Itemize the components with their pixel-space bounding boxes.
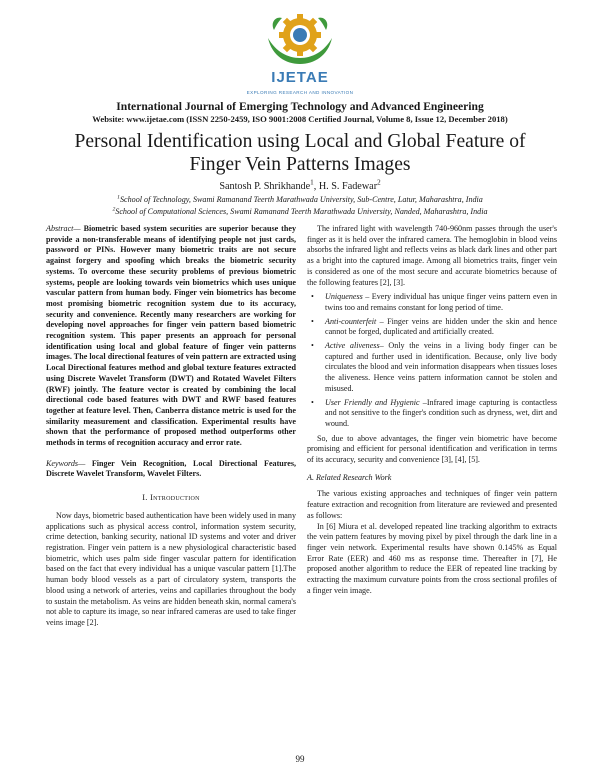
list-item-term: Active aliveness <box>325 341 380 351</box>
logo-wordmark: IJETAE <box>271 69 329 86</box>
abstract-text: Biometric based system securities are superior because they provide a non-transferable means of identifying people not just cards, password or PINs. However many biometric traits are not secure against forgery and spoofing which breaks the biometric security systems. To overcome these security problems of previous biometric systems, people are looking towards vein biometrics which uses unique vascular pattern from human body. Finger vein biometrics has become most promising biometric recognition system due to its accuracy, security and convenience. Recently many researchers are working for developing novel approaches for finger vein pattern based biometric recognition system. This paper presents an approach for personal identification using local and global feature of finger vein patterns images. The local directional features of vein pattern are extracted using Local Directional features method and global texture features extracted using Discrete Wavelet Transform (DWT) and Rotated Wavelet Filters (RWF) jointly. The feature vector is created by combining the local directional code based features with DWT and RWF based features together at feature level. Then, Canberra distance metric is used for the similarity measurement and classification. Experimental results have shown that the performance of proposed method outperforms other methods in terms of recognition accuracy and error rate. <box>46 224 296 448</box>
title-line-2: Finger Vein Patterns Images <box>189 154 411 175</box>
affiliation-2 <box>0 207 600 216</box>
logo-tagline: EXPLORING RESEARCH AND INNOVATION <box>246 90 354 95</box>
page-number: 99 <box>295 754 305 764</box>
list-item-text: – Finger veins are hidden under the skin and hence cannot be forged, duplicated and artificially created. <box>325 316 557 337</box>
list-item-term: Anti-counterfeit <box>325 316 377 326</box>
list-item-text: – Only the veins in a living body finger can be captured and further used in identification. Because, only live body circulates the blood and vein information disappears when tissues loses the aliveness. Hence veins pattern information cannot be stolen and misused. <box>325 341 557 393</box>
author-affiliation-mark: 2 <box>377 178 381 187</box>
list-item <box>307 292 557 313</box>
paragraph: The various existing approaches and techniques of finger vein pattern feature extraction and recognition from literature are reviewed and presented as follows: <box>307 489 557 520</box>
list-item <box>307 398 557 430</box>
affiliation-mark: 1 <box>117 194 120 201</box>
bullet-icon: • <box>311 292 314 302</box>
section-numeral: I. <box>142 493 151 503</box>
right-column <box>307 224 557 597</box>
list-item-text: – Every individual has unique finger veins pattern even in twins too and remains constant for long period of time. <box>325 292 557 312</box>
gear-emblem-icon <box>268 14 332 64</box>
bullet-icon: • <box>311 397 314 407</box>
section-title: Introduction <box>150 493 200 503</box>
abstract-label: Abstract— <box>46 224 81 233</box>
left-column <box>46 224 296 629</box>
title-line-1: Personal Identification using Local and Global Feature of <box>74 131 526 152</box>
subsection-heading: A. Related Research Work <box>307 472 392 482</box>
list-item-text: –Infrared image capturing is contactless and not sensitive to the finger's condition such as dryness, wet, dirt and wound. <box>325 397 557 428</box>
affiliation-text: School of Computational Sciences, Swami Ramanand Teerth Marathwada University, Nanded, Maharashtra, India <box>115 207 488 216</box>
feature-list <box>307 292 557 429</box>
affiliation-text: School of Technology, Swami Ramanand Teerth Marathwada University, Sub-Centre, Latur, Maharashtra, India <box>119 195 483 204</box>
abstract <box>46 224 296 449</box>
keywords-label: Keywords— <box>46 458 86 468</box>
author-affiliation-mark: 1 <box>310 178 314 187</box>
keywords <box>46 459 296 480</box>
section-heading-introduction <box>46 493 296 504</box>
author-list <box>0 178 600 192</box>
journal-name: International Journal of Emerging Technology and Advanced Engineering <box>116 100 484 113</box>
paragraph: So, due to above advantages, the finger vein biometric have become promising and efficient for personal identification and verification in terms of its accuracy, security and convenience [3], [4], [5]. <box>307 433 557 465</box>
journal-logo <box>254 8 346 92</box>
affiliation-1 <box>0 195 600 204</box>
author-name: Santosh P. Shrikhande <box>219 181 311 192</box>
list-item-term: User Friendly and Hygienic <box>325 397 420 407</box>
paragraph: In [6] Miura et al. developed repeated line tracking algorithm to extracts the vein pattern features by moving pixel by pixel through the dark line in a finger vein network. Experimental results have shown 0.145% as Equal Error Rate (EER) and 460 ms as response time. Thereafter in [7], He proposed another algorithm to reduce the EER of repeated line tracking by extracting the maximum curvature points from the cross sectional profiles of a finger vein image. <box>307 521 557 595</box>
paragraph: Now days, biometric based authentication have been widely used in many applications such as physical access control, information system security, crime detection, banking security, national ID systems and voter and driver registration. Finger vein pattern is a new physiological characteristic based biometric, which uses palm side finger vascular pattern for identification based on the fact that every individual has a unique vascular pattern [1].The human body blood vessels as a part of circulatory system, transports the blood using a network of arteries, veins and capillaries throughout the body to sustain the metabolism. As veins are hidden beneath skin, normal camera's not able to capture its image, so near infrared cameras are used to take finger veins image [2]. <box>46 510 296 627</box>
affiliation-mark: 2 <box>112 206 116 213</box>
author-name: , H. S. Fadewar <box>313 181 378 192</box>
paragraph: The infrared light with wavelength 740-960nm passes through the user's finger as it is held over the infrared camera. The hemoglobin in blood veins absorbs the infrared light and reflects veins as black dark lines and other part as a bright into the captured image. Among all biometrics traits, finger vein is considered as one of the most secure and accurate biometrics because of the following features [2], [3]. <box>307 224 557 287</box>
keywords-text: Finger Vein Recognition, Local Directional Features, Discrete Wavelet Transform, Wavelet Filters. <box>46 458 296 479</box>
bullet-icon: • <box>311 341 314 351</box>
paper-title <box>40 130 560 176</box>
list-item <box>307 317 557 338</box>
list-item-term: Uniqueness <box>325 292 363 302</box>
list-item <box>307 341 557 395</box>
journal-info: Website: www.ijetae.com (ISSN 2250-2459, ISO 9001:2008 Certified Journal, Volume 8, Issue 12, December 2018) <box>92 114 508 124</box>
bullet-icon: • <box>311 316 314 326</box>
